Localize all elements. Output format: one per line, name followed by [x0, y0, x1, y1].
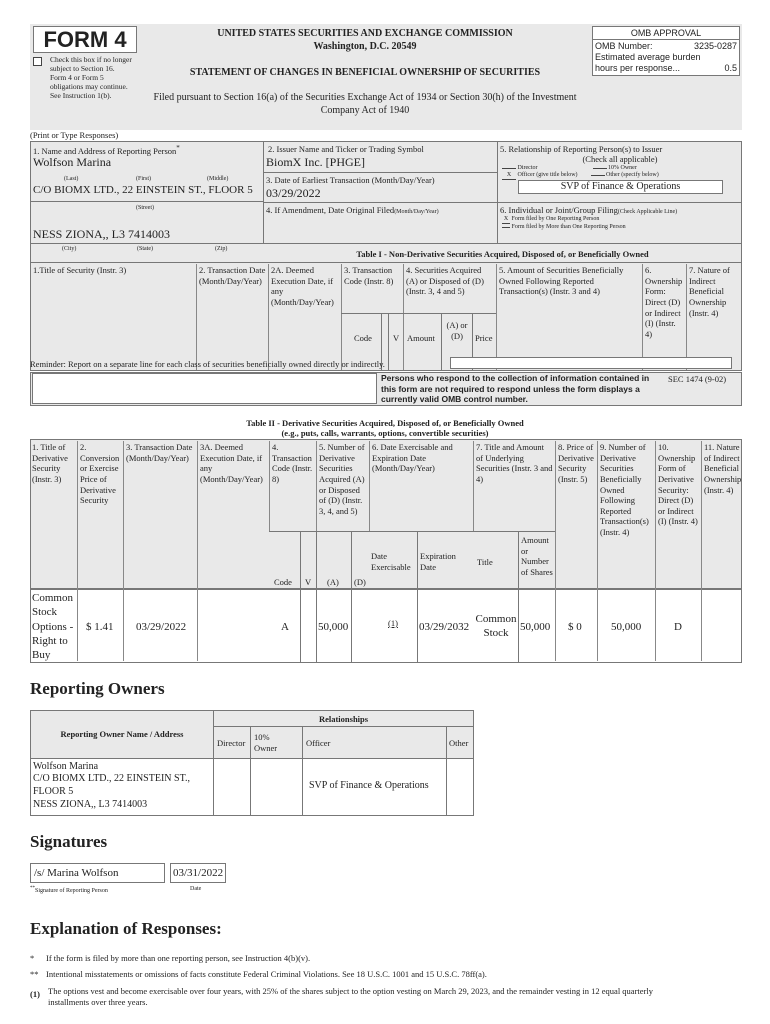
statement-title: STATEMENT OF CHANGES IN BENEFICIAL OWNERSHIP OF SECURITIES [189, 67, 541, 78]
t2-sub-amount: Amount or Number of Shares [521, 535, 553, 577]
persons-notice: Persons who respond to the collection of information contained in this form are not required to respond unless the form displays a currently valid OMB control number. [381, 373, 650, 405]
t1-h2: 2. Transaction Date (Month/Day/Year) [196, 264, 268, 370]
agency-name: UNITED STATES SECURITIES AND EXCHANGE COMMISSION [217, 28, 513, 39]
ro-owner-name: Wolfson Marina [33, 761, 99, 772]
ten-pct-option[interactable]: 10% Owner [608, 165, 637, 171]
city-label: (City) [62, 246, 77, 252]
signature-date-label: Date [190, 886, 202, 892]
t2-h5: 5. Number of Derivative Securities Acquired (A) or Disposed of (D) (Instr. 3, 4, and 5) [316, 441, 369, 531]
t2-code: A [281, 621, 289, 633]
middle-label: (Middle) [207, 176, 229, 182]
t2-owned: 50,000 [611, 621, 642, 633]
t1-aord: (A) or (D) [446, 320, 468, 341]
t2-sub-a: (A) [327, 577, 339, 587]
ro-col-director: Director [217, 738, 246, 748]
ro-col-other: Other [449, 738, 469, 748]
t2-h6: 6. Date Exercisable and Expiration Date (Month/Day/Year) [369, 441, 473, 531]
t2-date: 03/29/2022 [136, 621, 187, 633]
t1-code: Code [354, 333, 372, 343]
t2-h2: 2. Conversion or Exercise Price of Derivative Security [77, 441, 123, 661]
reminder-box-right [450, 357, 732, 369]
t1-price: Price [475, 333, 493, 343]
officer-mark: X [502, 172, 516, 180]
reminder-text: Reminder: Report on a separate line for each class of securities beneficially owned directly or indirectly. [30, 359, 385, 369]
reporting-person-address: C/O BIOMX LTD., 22 EINSTEIN ST., FLOOR 5 [33, 184, 253, 196]
omb-number-label: OMB Number: [595, 41, 653, 51]
t2-sub-date-ex: Date Exercisable [371, 551, 411, 572]
zip-label: (Zip) [215, 246, 228, 252]
box4-label: 4. If Amendment, Date Original Filed(Month/Day/Year) [266, 205, 439, 215]
t2-h9: 9. Number of Derivative Securities Beneficially Owned Following Reported Transaction(s) (Instr. 4) [597, 441, 655, 661]
t2-sub-v: V [305, 577, 312, 587]
single-person-mark: X [503, 216, 509, 222]
t2-h11: 11. Nature of Indirect Beneficial Ownership (Instr. 4) [701, 441, 742, 661]
table2-title: Table II - Derivative Securities Acquired, Disposed of, or Beneficially Owned [246, 418, 524, 428]
last-label: (Last) [64, 176, 79, 182]
omb-hours-value: 0.5 [724, 63, 737, 73]
issuer-name: BiomX Inc. [PHGE] [266, 155, 365, 169]
t1-h5: 5. Amount of Securities Beneficially Owned Following Reported Transaction(s) (Instr. 3 and 4) [496, 264, 642, 370]
t2-h4: 4. Transaction Code (Instr. 8) [269, 441, 316, 531]
omb-hours-label: hours per response... [595, 63, 681, 73]
t2-deriv-price: $ 0 [568, 621, 582, 633]
t2-h3: 3. Transaction Date (Month/Day/Year) [123, 441, 197, 661]
signature-value: /s/ Marina Wolfson [34, 867, 119, 879]
checkbox-text: Check this box if no longer subject to Section 16. Form 4 or Form 5 obligations may continue. See Instruction 1(b). [50, 55, 132, 100]
explanation-item-3: (1) The options vest and become exercisable over four years, with 25% of the shares subject to the option vesting on March 29, 2023, and the remainder vesting in 12 equal quarterly installments over three years. [30, 986, 653, 1007]
omb-title: OMB APPROVAL [593, 27, 739, 40]
ro-owner-addr2: NESS ZIONA,, L3 7414003 [33, 799, 148, 810]
box5-sub: (Check all applicable) [582, 154, 658, 164]
t1-h2a: 2A. Deemed Execution Date, if any (Month/Day/Year) [268, 264, 341, 370]
ro-col-ten: 10% Owner [254, 732, 278, 753]
earliest-transaction-date: 03/29/2022 [266, 186, 321, 200]
asterisk-footnote-mark: * [176, 144, 180, 152]
officer-title-box: SVP of Finance & Operations [518, 180, 723, 194]
explanation-item-1: * If the form is filed by more than one reporting person, see Instruction 4(b)(v). [30, 953, 311, 963]
box3-label-text: 3. Date of Earliest Transaction (Month/Day/Year) [266, 175, 435, 185]
t1-amount: Amount [407, 333, 435, 343]
t2-sub-code: Code [274, 577, 292, 587]
box5-label: 5. Relationship of Reporting Person(s) to Issuer [500, 144, 663, 154]
ro-col-officer: Officer [306, 738, 331, 748]
signature-label: **Signature of Reporting Person [30, 886, 108, 894]
t2-sub-title: Title [477, 557, 493, 567]
t2-sub-exp: Expiration Date [420, 551, 456, 572]
other-option[interactable]: Other (specify below) [606, 172, 659, 178]
t1-v: V [393, 333, 400, 343]
box6-label: 6. Individual or Joint/Group Filing(Check Applicable Line) [500, 205, 678, 215]
t2-price: $ 1.41 [86, 621, 114, 633]
director-option[interactable]: Director 10% Owner [502, 165, 732, 172]
reporting-person-city: NESS ZIONA,, L3 7414003 [33, 227, 170, 241]
table1-title: Table I - Non-Derivative Securities Acquired, Disposed of, or Beneficially Owned [356, 249, 649, 259]
t2-form: D [674, 621, 682, 633]
t2-h1: 1. Title of Derivative Security (Instr. 3) [32, 442, 68, 484]
t1-h3: 3. Transaction Code (Instr. 8) [341, 264, 403, 370]
explanation-item-2: ** Intentional misstatements or omissions of facts constitute Federal Criminal Violations. See 18 U.S.C. 1001 and 15 U.S.C. 78ff(a). [30, 969, 487, 979]
t1-h4: 4. Securities Acquired (A) or Disposed of (D) (Instr. 3, 4 and 5) [403, 264, 496, 370]
t2-h7: 7. Title and Amount of Underlying Securities (Instr. 3 and 4) [473, 441, 555, 531]
ro-relationships: Relationships [318, 714, 369, 724]
t2-exercisable-footnote[interactable]: (1) [388, 618, 398, 628]
print-type-note: (Print or Type Responses) [30, 130, 119, 140]
t2-security: Common Stock Options - Right to Buy [32, 591, 76, 662]
sec-code: SEC 1474 (9-02) [668, 374, 727, 384]
filed-pursuant: Filed pursuant to Section 16(a) of the Securities Exchange Act of 1934 or Section 30(h) of the Investment Company Act of 1940 [153, 92, 577, 116]
t1-h6: 6. Ownership Form: Direct (D) or Indirect (I) (Instr. 4) [642, 264, 686, 370]
state-label: (State) [137, 246, 153, 252]
t2-sub-d: (D) [354, 577, 366, 587]
ro-owner-addr1: C/O BIOMX LTD., 22 EINSTEIN ST., FLOOR 5 [33, 773, 190, 797]
table2-subtitle: (e.g., puts, calls, warrants, options, convertible securities) [281, 428, 489, 438]
t1-h7: 7. Nature of Indirect Beneficial Ownership (Instr. 4) [686, 264, 741, 370]
t2-h3a: 3A. Deemed Execution Date, if any (Month/Day/Year) [197, 441, 269, 661]
no-longer-subject-checkbox[interactable] [33, 57, 42, 66]
multi-person-option[interactable]: Form filed by More than One Reporting Person [502, 224, 626, 231]
t2-h8: 8. Price of Derivative Security (Instr. 5) [555, 441, 597, 661]
form-title: FORM 4 [33, 26, 137, 53]
ro-col-name: Reporting Owner Name / Address [60, 729, 184, 739]
signature-date: 03/31/2022 [173, 867, 224, 879]
reporting-person-name: Wolfson Marina [33, 155, 112, 169]
t2-amount-a: 50,000 [318, 621, 349, 633]
omb-burden: Estimated average burden [595, 52, 701, 62]
first-label: (First) [136, 176, 151, 182]
box2-label: 2. Issuer Name and Ticker or Trading Symbol [268, 144, 424, 154]
box1-label: 1. Name and Address of Reporting Person* [33, 144, 180, 156]
explanation-heading: Explanation of Responses: [30, 919, 222, 938]
officer-option[interactable]: X Officer (give title below) Other (specify below) [502, 172, 734, 180]
agency-city: Washington, D.C. 20549 [313, 41, 417, 52]
single-person-option[interactable]: X Form filed by One Reporting Person [503, 216, 600, 222]
reporting-owners-heading: Reporting Owners [30, 679, 165, 698]
omb-number-value: 3235-0287 [693, 41, 737, 51]
omb-approval-box [592, 26, 740, 76]
ro-officer-value: SVP of Finance & Operations [309, 780, 429, 791]
signatures-heading: Signatures [30, 832, 108, 851]
t2-expiration: 03/29/2032 [419, 621, 470, 633]
t1-h1: 1.Title of Security (Instr. 3) [33, 265, 127, 275]
signature-footnote-mark: ** [30, 886, 35, 891]
street-label: (Street) [136, 205, 154, 211]
t2-under-amount: 50,000 [520, 621, 551, 633]
t2-under-title: Common Stock [475, 613, 517, 640]
t2-h10: 10. Ownership Form of Derivative Security: Direct (D) or Indirect (I) (Instr. 4) [655, 441, 701, 661]
